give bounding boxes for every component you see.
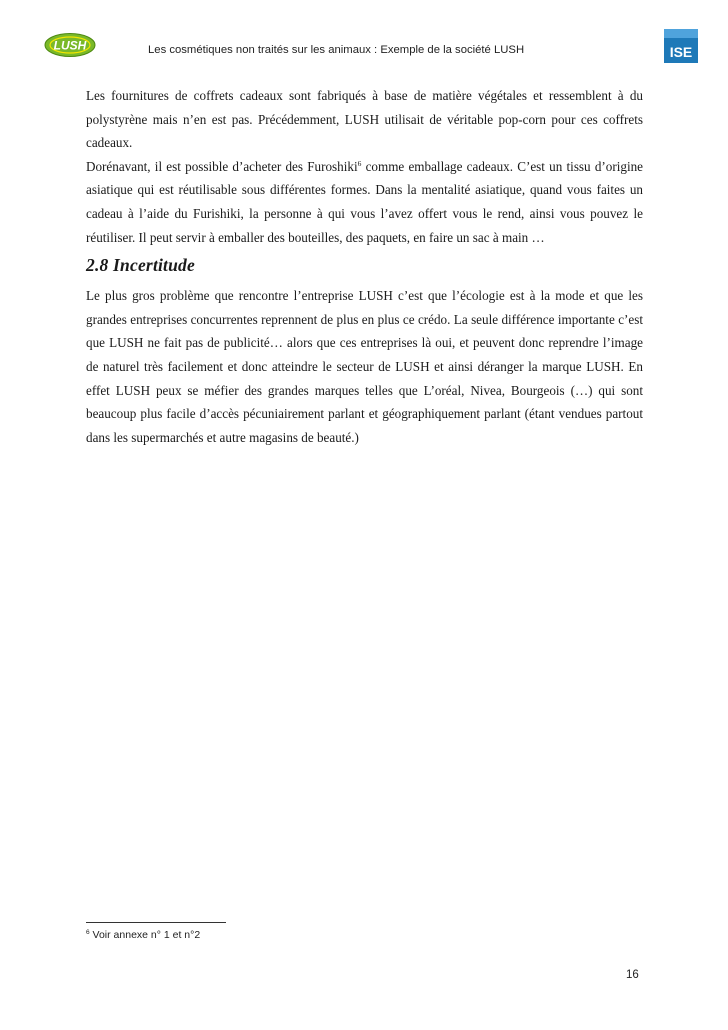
lush-logo [44,32,96,58]
paragraph-furoshiki-end: comme emballage cadeaux. C’est un tissu d’origine asiatique qui est réutilisable sous différentes formes. Dans la mentalité asiatique, quand vous faites un cadeau à l’aide du Furishiki, la personne à qui vous l’avez offert vous le rend, ainsi vous pouvez le réutiliser. Il peut servir à emballer des bouteilles, des paquets, en faire un sac à main … [86,158,643,245]
paragraph-incertitude: Le plus gros problème que rencontre l’entreprise LUSH c’est que l’écologie est à la mode et que les grandes entreprises concurrentes reprennent de plus en plus ce crédo. La seule différence importante c’est que LUSH ne fait pas de publicité… alors que ces entreprises là oui, et peuvent donc reprendre l’image de naturel très facilement et donc atteindre le secteur de LUSH et ainsi déranger la marque LUSH. En effet LUSH peux se méfier des grandes marques telles que L’oréal, Nivea, Bourgeois (…) qui sont beaucoup plus facile d’accès pécuniairement parlant et géographiquement parlant (étant vendues partout dans les supermarchés et autre magasins de beauté.) [86,288,643,445]
section-heading-incertitude: 2.8 Incertitude [86,255,195,276]
header-title: Les cosmétiques non traités sur les animaux : Exemple de la société LUSH [148,44,525,56]
ise-logo [664,29,698,63]
lush-logo-text: LUSH [53,38,87,53]
footnote-reference: 6 [357,158,362,168]
paragraph-gift-boxes: Les fournitures de coffrets cadeaux sont fabriqués à base de matière végétales et ressemblent à du polystyrène mais n’en est pas. Précédemment, LUSH utilisait de véritable pop-corn pour ces coffrets cadeaux. [86,88,643,151]
footnote-text: Voir annexe n° 1 et n°2 [89,929,201,941]
footnote-separator [86,922,226,923]
footnote [86,929,200,941]
footnote-number: 6 [86,929,90,936]
page-body [86,84,643,449]
page-header [0,0,728,70]
page-number: 16 [626,969,639,981]
ise-logo-text: ISE [669,44,693,60]
paragraph-furoshiki-start: Dorénavant, il est possible d’acheter des Furoshiki [86,158,358,174]
paragraph-furoshiki [86,155,643,249]
